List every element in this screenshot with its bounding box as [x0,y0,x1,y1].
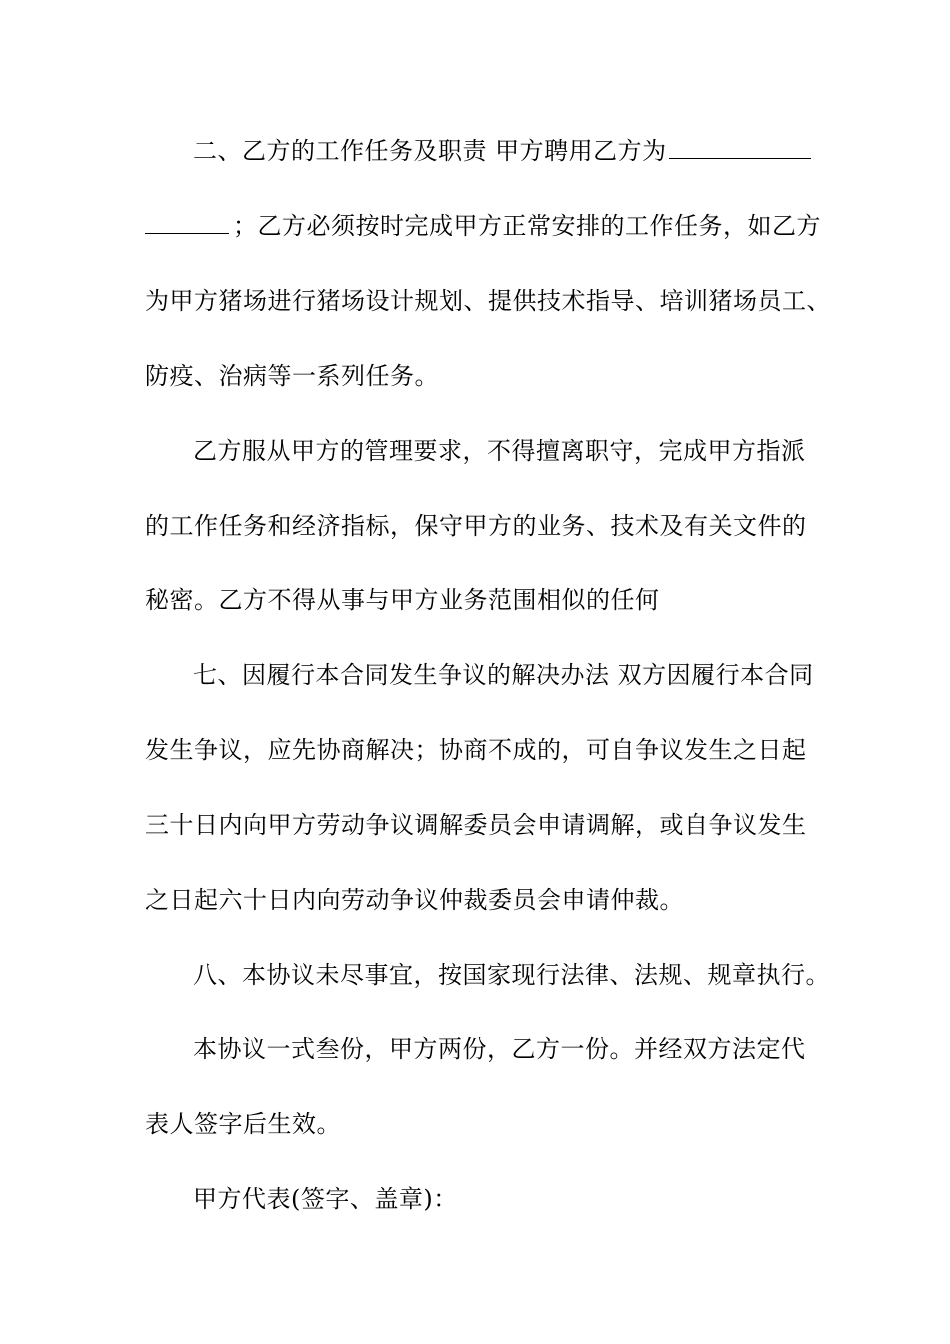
paragraph-line [193,136,833,166]
paragraph-text: 为甲方猪场进行猪场设计规划、提供技术指导、培训猪场员工、 [145,287,831,315]
paragraph-text: 表人签字后生效。 [145,1110,341,1138]
paragraph-text: 乙方服从甲方的管理要求，不得擅离职守，完成甲方指派 [193,437,806,465]
paragraph-text: ；乙方必须按时完成甲方正常安排的工作任务，如乙方 [233,212,821,240]
paragraph-line [145,361,835,391]
paragraph-line [145,511,835,541]
paragraph-line [145,885,835,915]
clause-two-heading-text: 二、乙方的工作任务及职责 甲方聘用乙方为 [193,137,667,165]
clause-seven-heading-text: 七、因履行本合同发生争议的解决办法 双方因履行本合同 [193,661,814,689]
paragraph-line [145,735,835,765]
paragraph-text: 之日起六十日内向劳动争议仲裁委员会申请仲裁。 [145,886,684,914]
paragraph-line [193,660,833,690]
paragraph-line [145,810,835,840]
party-a-signature-label: 甲方代表(签字、盖章)： [193,1185,458,1213]
fill-in-blank[interactable] [145,211,229,234]
paragraph-text: 的工作任务和经济指标，保守甲方的业务、技术及有关文件的 [145,512,807,540]
paragraph-text: 本协议一式叁份，甲方两份，乙方一份。并经双方法定代 [193,1035,806,1063]
paragraph-line [145,585,835,615]
paragraph-line [145,211,835,241]
paragraph-line [193,436,833,466]
fill-in-blank[interactable] [669,136,811,159]
paragraph-text: 防疫、治病等一系列任务。 [145,362,439,390]
clause-eight-text: 八、本协议未尽事宜，按国家现行法律、法规、规章执行。 [193,961,830,989]
paragraph-text: 三十日内向甲方劳动争议调解委员会申请调解，或自争议发生 [145,811,807,839]
paragraph-text: 发生争议，应先协商解决；协商不成的，可自争议发生之日起 [145,736,807,764]
paragraph-line [193,960,833,990]
paragraph-line [145,286,835,316]
paragraph-text: 秘密。乙方不得从事与甲方业务范围相似的任何 [145,586,660,614]
paragraph-line [193,1184,833,1214]
paragraph-line [193,1034,833,1064]
paragraph-line [145,1109,835,1139]
